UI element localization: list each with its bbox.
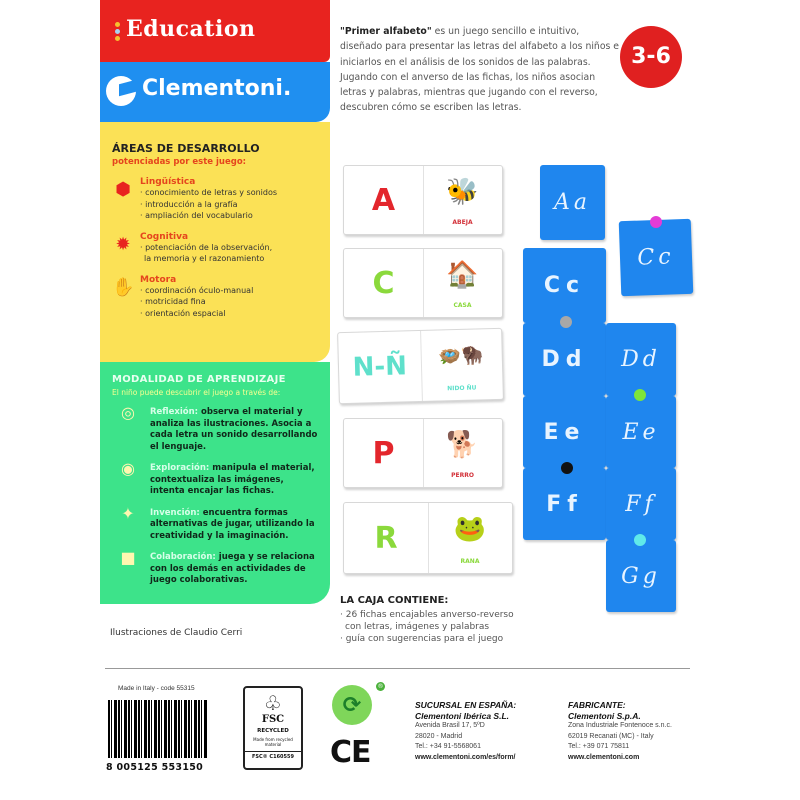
- address-line: Tel.: +39 071 75811: [568, 743, 630, 750]
- tile-letter: C: [372, 265, 395, 301]
- address-line: 28020 - Madrid: [415, 732, 463, 740]
- cursive-letter: Ff: [625, 491, 657, 517]
- back-tile-cursive-gg: [606, 540, 676, 612]
- made-in-label: Made in Italy - code 55315: [118, 685, 195, 692]
- back-tile-cursive-dd: [606, 323, 676, 396]
- tile-word: RANA: [460, 558, 480, 565]
- print-letter: Ee: [543, 419, 586, 445]
- gray-dot: [560, 316, 572, 328]
- blocks-icon: ⬢: [115, 179, 131, 200]
- address-line: Zona Industriale Fontenoce s.n.c.: [568, 722, 672, 729]
- development-areas-panel: [100, 122, 330, 362]
- front-tile: [337, 328, 504, 404]
- address-line: 62019 Recanati (MC) - Italy: [568, 732, 654, 740]
- education-dots-icon: [115, 22, 121, 43]
- website-link[interactable]: www.clementoni.com: [568, 753, 640, 761]
- ce-mark: CE: [330, 735, 371, 770]
- tile-word: PERRO: [451, 472, 474, 479]
- learning-modes-panel: [100, 362, 330, 604]
- magenta-dot: [650, 216, 662, 228]
- house-icon: 🏠: [446, 260, 479, 290]
- address-line: Tel.: +34 91-5568061: [415, 743, 481, 750]
- mode-text: encuentra formas alternativas de jugar, utilizando la creatividad y la imaginación.: [150, 507, 315, 541]
- area-name: Cognitiva: [140, 231, 189, 242]
- education-label: Education: [126, 16, 256, 42]
- address-company: Clementoni S.p.A.: [568, 710, 641, 721]
- website-link[interactable]: www.clementoni.com/es/form/: [415, 753, 516, 761]
- tile-word: NIDO ÑU: [447, 384, 477, 393]
- tree-icon: ♧: [264, 691, 282, 715]
- tile-letter: N-Ñ: [352, 351, 408, 383]
- description-text: es un juego sencillo e intuitivo, diseñado para presentar las letras del alfabeto a los niños e iniciarlos en el análisis de los sonidos de las palabras. Jugando con el anverso de las fichas, los niños asocian letras y palabras, mientras que jugando con el reverso, descubren cómo se escriben las letras.: [340, 26, 620, 114]
- tile-letter: R: [374, 520, 398, 556]
- box-item: con letras, imágenes y palabras: [345, 622, 490, 632]
- mode-text: juega y se relaciona con los demás en actividades de juego colaborativas.: [150, 552, 315, 585]
- back-tile-cursive-cc: [619, 219, 694, 296]
- spain-branch-address: [415, 700, 516, 763]
- cursive-letter: Ee: [622, 419, 660, 445]
- area-item: la memoria y el razonamiento: [144, 254, 265, 263]
- learning-title: MODALIDAD DE APRENDIZAJE: [112, 374, 286, 385]
- area-name: Motora: [140, 274, 177, 285]
- area-item: · motricidad fina: [140, 297, 206, 306]
- mode-exploration: [112, 459, 318, 498]
- fsc-code: FSC® C160559: [245, 751, 301, 760]
- product-name: "Primer alfabeto": [340, 26, 432, 37]
- box-item: · guía con sugerencias para el juego: [340, 634, 504, 644]
- magic-wand-icon: ✦: [121, 503, 135, 523]
- area-item: · ampliación del vocabulario: [140, 211, 253, 220]
- fsc-label: RECYCLED: [257, 728, 289, 734]
- cursive-letter: Dd: [621, 347, 661, 372]
- hand-icon: ✋: [112, 276, 135, 298]
- mode-key: Colaboración:: [150, 552, 216, 562]
- back-tile-cursive-ff: [606, 468, 676, 540]
- tile-letter: A: [371, 182, 396, 218]
- mode-key: Exploración:: [150, 463, 210, 473]
- tile-word: CASA: [453, 302, 472, 309]
- print-letter: Ff: [546, 491, 583, 517]
- area-item: · introducción a la grafía: [140, 199, 238, 209]
- mode-key: Invención:: [150, 507, 200, 518]
- development-subtitle: potenciadas por este juego:: [112, 157, 247, 167]
- cursive-letter: Cc: [636, 244, 676, 271]
- illustrator-credit: Ilustraciones de Claudio Cerri: [110, 628, 243, 638]
- front-tile: [343, 418, 503, 488]
- cyan-dot: [634, 534, 646, 546]
- box-item: · 26 fichas encajables anverso-reverso: [340, 610, 514, 620]
- age-badge: 3-6: [620, 26, 682, 88]
- mode-collaboration: [112, 548, 318, 587]
- bee-icon: 🐝: [446, 177, 479, 207]
- front-tile: [343, 502, 513, 574]
- print-letter: Cc: [543, 273, 586, 298]
- development-title: ÁREAS DE DESARROLLO: [112, 142, 260, 155]
- tile-word: ABEJA: [452, 219, 473, 226]
- print-letter: Dd: [541, 347, 588, 372]
- brand-banner: [100, 62, 330, 122]
- black-dot: [561, 462, 573, 474]
- fsc-name: FSC: [261, 714, 285, 725]
- barcode-icon: [108, 700, 208, 758]
- nest-yak-icon: 🪺🦬: [438, 344, 484, 368]
- barcode-number: 8 005125 553150: [106, 762, 204, 773]
- address-title: SUCURSAL EN ESPAÑA:: [415, 700, 517, 710]
- address-company: Clementoni Ibérica S.L.: [415, 710, 509, 721]
- area-linguistic: [112, 177, 318, 222]
- product-description: [340, 24, 620, 116]
- manufacturer-address: [568, 700, 672, 763]
- back-tile-cursive-ee: [606, 396, 676, 468]
- cursive-letter: Gg: [621, 563, 661, 589]
- back-tile-print-ee: [523, 396, 606, 468]
- mode-invention: [112, 503, 318, 543]
- education-banner: [100, 0, 330, 62]
- lightbulb-icon: ✹: [115, 233, 131, 255]
- footer-divider: [105, 668, 690, 669]
- fsc-sub: Made from recycled material: [253, 737, 293, 747]
- area-cognitive: [112, 232, 318, 265]
- mode-text: observa el material y analiza las ilustraciones. Asocia a cada letra un sonido desarrollando el lenguaje.: [150, 407, 318, 452]
- learning-subtitle: El niño puede descubrir el juego a través de:: [112, 388, 281, 397]
- mode-reflection: [112, 403, 318, 453]
- area-item: · potenciación de la observación,: [140, 242, 273, 252]
- mode-text: manipula el material, contextualiza las imágenes, intenta encajar las fichas.: [150, 463, 315, 496]
- area-item: · conocimiento de letras y sonidos: [140, 188, 278, 197]
- green-dot-recycling-icon: ⟳: [332, 685, 372, 725]
- area-name: Lingüística: [140, 177, 196, 187]
- front-tile: [343, 165, 503, 235]
- frog-icon: 🐸: [453, 514, 487, 544]
- fsc-logo: [243, 686, 303, 770]
- address-title: FABRICANTE:: [568, 700, 626, 710]
- area-motor: [112, 275, 318, 320]
- eye-icon: ◉: [121, 459, 135, 478]
- address-line: Avenida Brasil 17, 5ºD: [415, 722, 485, 729]
- back-tile-print-dd: [523, 323, 606, 396]
- box-contents: [340, 595, 570, 645]
- lime-dot: [634, 389, 646, 401]
- back-tile-print-cc: [523, 248, 606, 323]
- dog-icon: 🐕: [446, 430, 479, 460]
- cursive-letter: Aa: [553, 190, 591, 215]
- box-contents-title: LA CAJA CONTIENE:: [340, 595, 449, 606]
- clementoni-logo-icon: [106, 76, 136, 106]
- back-tile-cursive-aa: [540, 165, 605, 240]
- front-tile: [343, 248, 503, 318]
- tile-letter: P: [372, 435, 395, 471]
- mode-key: Reflexión:: [150, 407, 199, 417]
- registered-icon: ®: [377, 683, 384, 690]
- puzzle-pieces-icon: ■: [120, 548, 136, 567]
- back-tile-print-ff: [523, 468, 606, 540]
- area-item: · coordinación óculo-manual: [140, 285, 254, 295]
- brand-name: Clementoni.: [142, 76, 292, 101]
- area-item: · orientación espacial: [140, 308, 226, 318]
- magnifier-icon: ◎: [121, 403, 135, 422]
